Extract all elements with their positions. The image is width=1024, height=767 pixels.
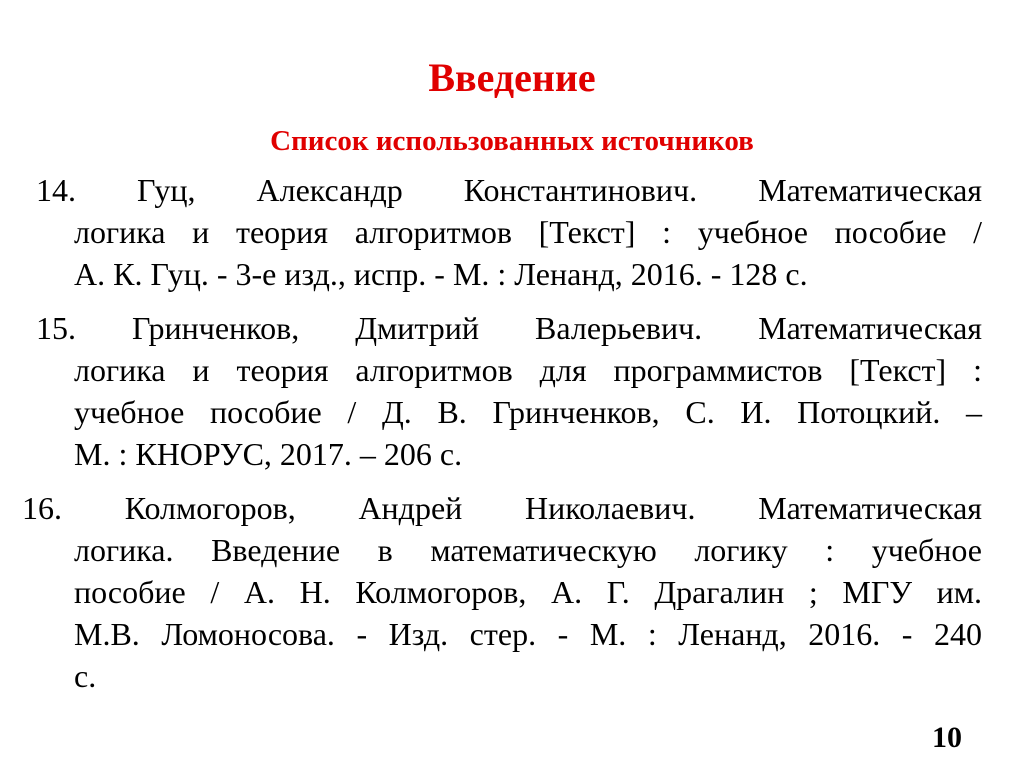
reference-line: с. <box>74 658 97 694</box>
page-number: 10 <box>932 721 962 754</box>
reference-line: А. К. Гуц. - 3-е изд., испр. - М. : Ленанд, 2016. - 128 с. <box>74 256 808 292</box>
reference-item <box>22 487 982 697</box>
reference-line: 16. Колмогоров, Андрей Николаевич. Математическая <box>22 490 982 526</box>
reference-list <box>22 169 982 709</box>
reference-item <box>36 169 982 295</box>
reference-line: логика и теория алгоритмов [Текст] : учебное пособие / <box>74 214 982 250</box>
reference-line: пособие / А. Н. Колмогоров, А. Г. Драгалин ; МГУ им. <box>74 574 982 610</box>
slide-title: Введение <box>428 55 596 100</box>
reference-line: 14. Гуц, Александр Константинович. Математическая <box>36 172 982 208</box>
reference-line: учебное пособие / Д. В. Гринченков, С. И. Потоцкий. – <box>74 394 982 430</box>
reference-line: М. : КНОРУС, 2017. – 206 с. <box>74 436 463 472</box>
reference-line: 15. Гринченков, Дмитрий Валерьевич. Математическая <box>36 310 982 346</box>
reference-line: логика и теория алгоритмов для программистов [Текст] : <box>74 352 982 388</box>
slide-subtitle: Список использованных источников <box>270 125 754 157</box>
reference-line: М.В. Ломоносова. - Изд. стер. - М. : Ленанд, 2016. - 240 <box>74 616 982 652</box>
reference-line: логика. Введение в математическую логику : учебное <box>74 532 982 568</box>
reference-item <box>36 307 982 475</box>
